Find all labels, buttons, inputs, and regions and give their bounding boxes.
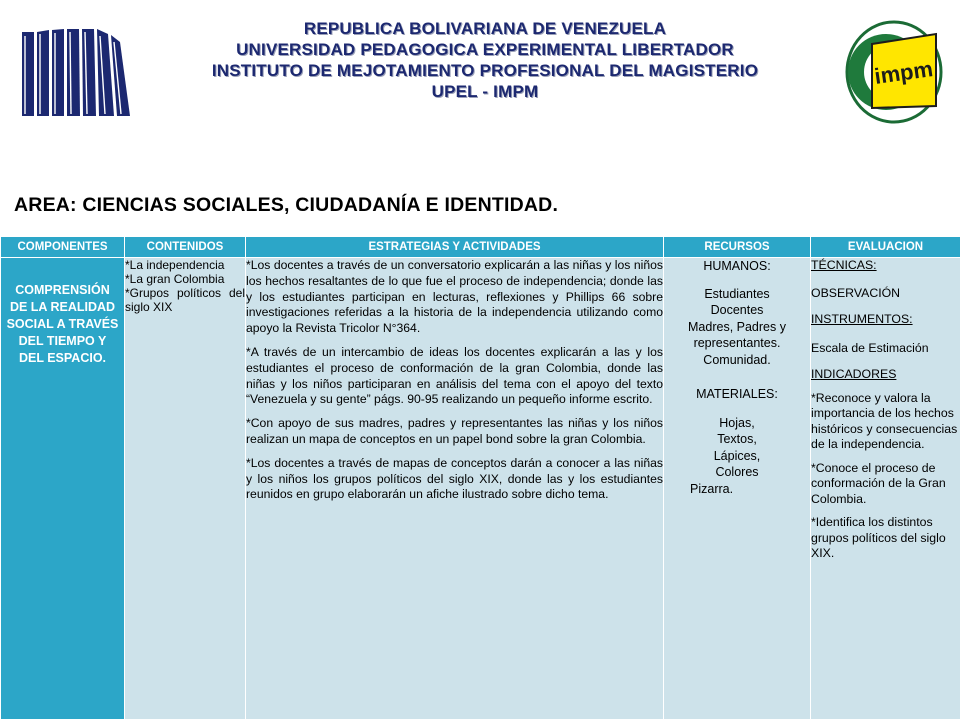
recurso-material: Pizarra.	[690, 481, 734, 496]
recursos-humanos-title: HUMANOS:	[703, 259, 771, 273]
componente-cell: COMPRENSIÓN DE LA REALIDAD SOCIAL A TRAVÉS DEL TIEMPO Y DEL ESPACIO.	[1, 258, 125, 720]
contenido-item: *Grupos políticos del siglo XIX	[125, 286, 245, 314]
tecnica-value: OBSERVACIÓN	[811, 285, 901, 300]
header-line-2: UNIVERSIDAD PEDAGOGICA EXPERIMENTAL LIBERTADOR	[236, 40, 734, 59]
upel-logo	[20, 28, 132, 120]
recurso-material: Hojas,	[719, 415, 755, 430]
instrumentos-title: INSTRUMENTOS:	[811, 312, 913, 326]
tecnicas-title: TÉCNICAS:	[811, 258, 877, 272]
col-header-componentes: COMPONENTES	[1, 237, 125, 258]
header-line-4: UPEL - IMPM	[431, 82, 539, 101]
indicador-item: *Conoce el proceso de conformación de la Gran Colombia.	[811, 460, 946, 506]
instrumento-value: Escala de Estimación	[811, 340, 929, 355]
estrategias-cell	[246, 258, 664, 720]
col-header-estrategias: ESTRATEGIAS Y ACTIVIDADES	[246, 237, 664, 258]
recurso-material: Colores	[715, 465, 759, 479]
header-line-1: REPUBLICA BOLIVARIANA DE VENEZUELA	[303, 19, 667, 38]
recurso-humano: Comunidad.	[703, 352, 771, 367]
recursos-cell	[664, 258, 811, 720]
recursos-materiales-title: MATERIALES:	[696, 387, 778, 401]
indicadores-title: INDICADORES	[811, 367, 897, 381]
recurso-humano: Docentes	[710, 303, 764, 317]
col-header-evaluacion: EVALUACION	[811, 237, 960, 258]
contenido-item: *La independencia	[125, 258, 225, 272]
recurso-humano: Estudiantes	[704, 286, 770, 301]
estrategia-paragraph: *Los docentes a través de un conversatorio explicarán a las niñas y los niños los hechos resaltantes de lo que fue el proceso de independencia; donde las y los estudiantes participan en lecturas, reflexiones y Phillips 66 sobre investigaciones referidas a la historia de la independencia utilizando como apoyo la Revista Tricolor N°364.	[246, 258, 663, 336]
evaluacion-cell	[811, 258, 960, 720]
col-header-recursos: RECURSOS	[664, 237, 811, 258]
header-line-3: INSTITUTO DE MEJOTAMIENTO PROFESIONAL DEL MAGISTERIO	[211, 61, 759, 80]
indicador-item: *Identifica los distintos grupos políticos del siglo XIX.	[811, 515, 946, 560]
recurso-material: Textos,	[717, 432, 757, 446]
estrategia-paragraph: *Los docentes a través de mapas de conceptos darán a conocer a las niñas y los niños los grupos políticos del siglo XIX, donde las y los estudiantes reunidos en grupo elaborarán un afiche ilustrado sobre dicho tema.	[246, 455, 663, 502]
impm-logo-text: impm	[872, 56, 935, 89]
indicador-item: *Reconoce y valora la importancia de los hechos históricos y consecuencias de la independencia.	[811, 390, 958, 451]
table-header-row	[1, 237, 960, 258]
institution-header	[140, 18, 830, 102]
area-title: AREA: CIENCIAS SOCIALES, CIUDADANÍA E IDENTIDAD.	[14, 194, 559, 216]
contenidos-cell	[125, 258, 246, 720]
table-row	[1, 258, 960, 720]
planning-table	[0, 236, 960, 720]
recurso-humano: Madres, Padres y representantes.	[688, 319, 786, 350]
recurso-material: Lápices,	[713, 448, 761, 463]
contenido-item: *La gran Colombia	[125, 272, 225, 286]
estrategia-paragraph: *Con apoyo de sus madres, padres y representantes las niñas y los niños realizan un mapa de conceptos en un papel bond sobre la gran Colombia.	[246, 416, 663, 446]
impm-logo	[844, 20, 944, 125]
estrategia-paragraph: *A través de un intercambio de ideas los docentes explicarán a las y los estudiantes el proceso de conformación de la gran Colombia, donde las niñas y los niños participaran en análisis del tema con el apoyo del texto “Venezuela y su gente” págs. 90-95 realizando un pequeño informe escrito.	[246, 344, 663, 407]
col-header-contenidos: CONTENIDOS	[125, 237, 246, 258]
